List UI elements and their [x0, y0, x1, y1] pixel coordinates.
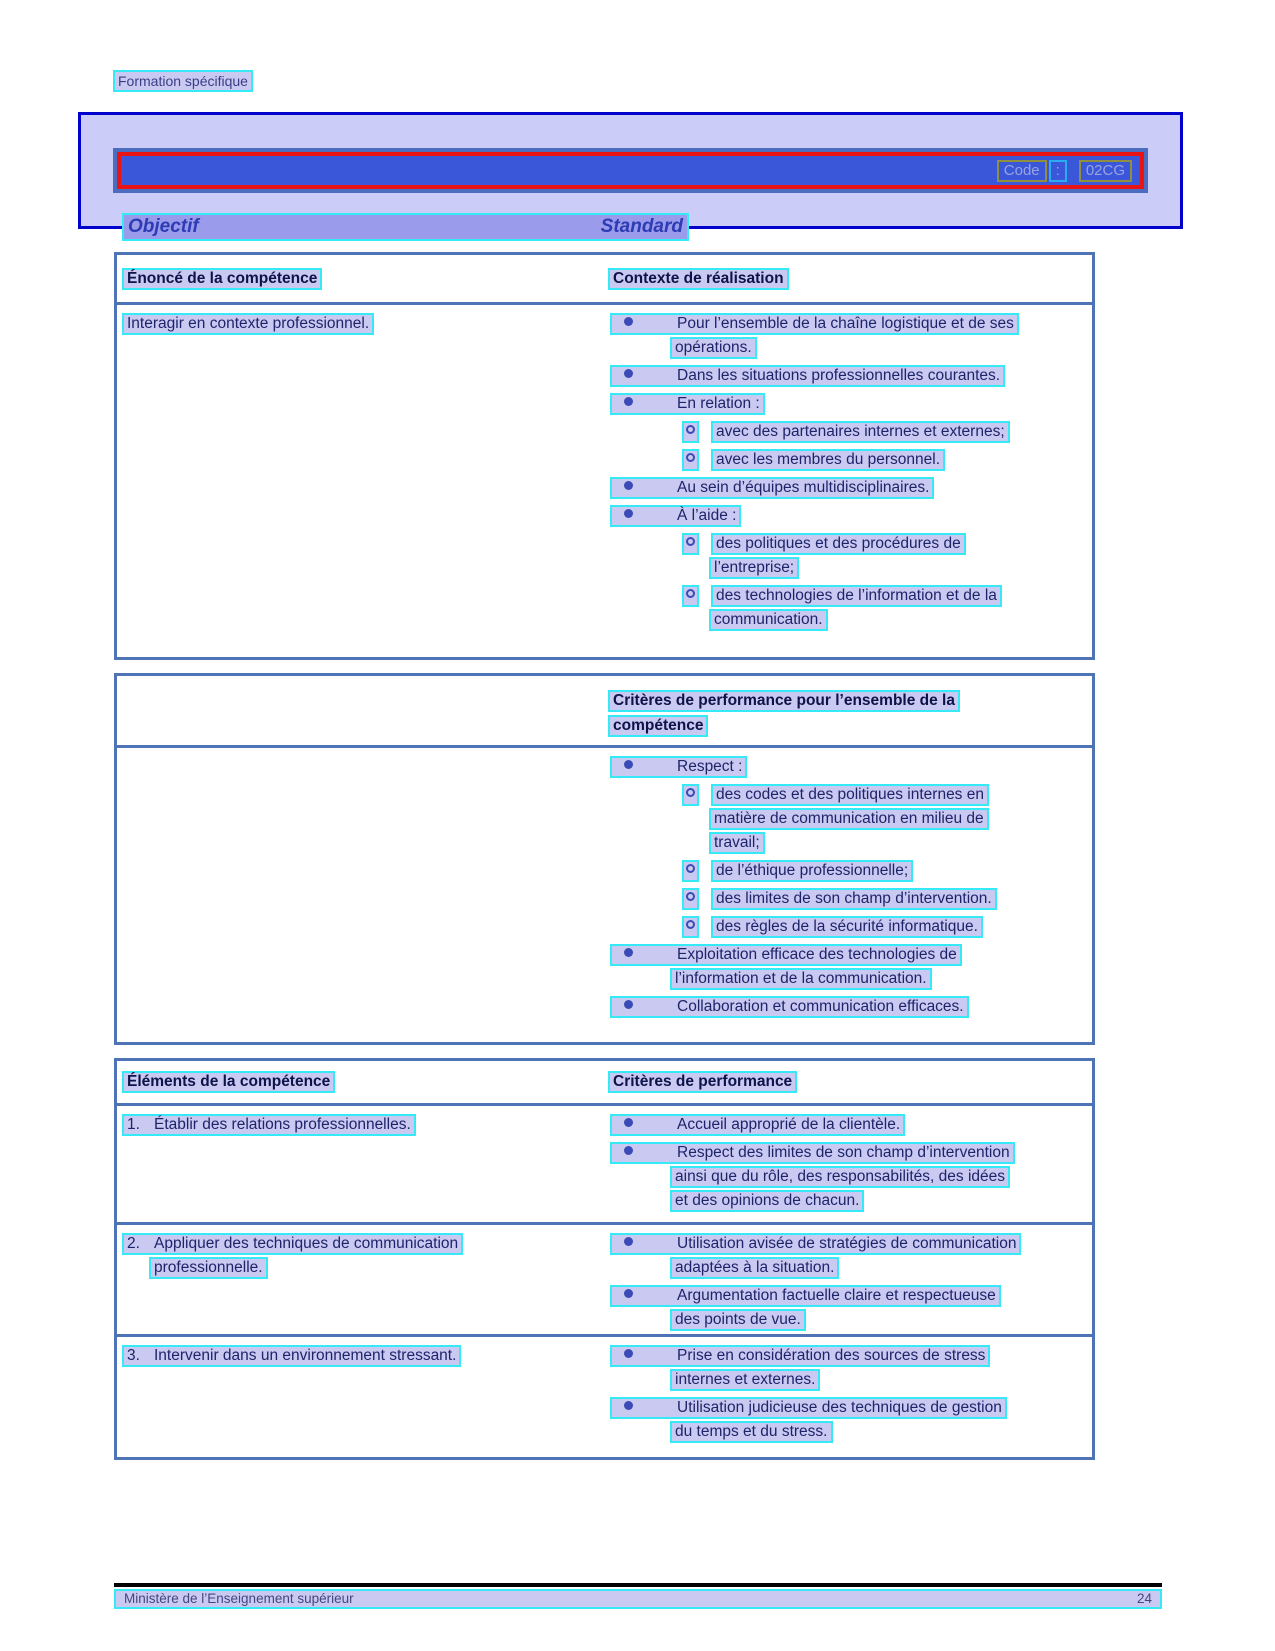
bullet-item [608, 585, 1092, 631]
objectif-heading: Objectif [128, 216, 199, 237]
bullet-line [608, 1142, 1092, 1164]
bullet-item [608, 1114, 1092, 1136]
bullet-dot-icon [624, 481, 633, 490]
table3-header-left: Éléments de la compétence [122, 1071, 335, 1093]
standard-heading: Standard [600, 216, 683, 237]
element-line [122, 1345, 600, 1367]
bullet-circle-icon [686, 425, 695, 434]
text-line [610, 1397, 1007, 1419]
bullet-continuation-line [608, 337, 1092, 359]
bullet-item [608, 756, 1092, 778]
footer-ministry-label: Ministère de l’Enseignement supérieur [124, 1591, 354, 1606]
element-cell [117, 1345, 600, 1449]
bullet-item [608, 365, 1092, 387]
table-row [117, 1334, 1092, 1449]
text-line: communication. [709, 609, 828, 631]
text-line: opérations. [670, 337, 757, 359]
bullet-circle-box [682, 421, 699, 443]
footer-rule [114, 1583, 1162, 1587]
text-line: professionnelle. [149, 1257, 268, 1279]
text-line [610, 365, 1005, 387]
text-line [610, 313, 1019, 335]
performance-criteria-table [114, 673, 1095, 1045]
line-text: Accueil approprié de la clientèle. [677, 1116, 901, 1133]
table-row [117, 1222, 1092, 1334]
bullet-item [608, 1285, 1092, 1331]
bullet-item [608, 944, 1092, 990]
bullet-circle-icon [686, 589, 695, 598]
text-line: de l’éthique professionnelle; [711, 860, 913, 882]
text-line [610, 1142, 1015, 1164]
line-text: Dans les situations professionnelles courantes. [677, 367, 1001, 384]
bullet-dot-icon [624, 397, 633, 406]
text-line: travail; [709, 832, 765, 854]
bullet-dot-icon [624, 1237, 633, 1246]
text-line: l’entreprise; [709, 557, 799, 579]
bullet-item [608, 916, 1092, 938]
bullet-circle-box [682, 860, 699, 882]
element-line [122, 1257, 600, 1279]
line-text: Respect des limites de son champ d’intervention [677, 1144, 1010, 1161]
bullet-line [608, 365, 1092, 387]
bullet-dot-icon [624, 1349, 633, 1358]
bullet-dot-icon [624, 317, 633, 326]
text-line: des limites de son champ d’intervention. [711, 888, 997, 910]
element-cell [117, 1233, 600, 1334]
bullet-continuation-line [608, 1257, 1092, 1279]
text-line: adaptées à la situation. [670, 1257, 839, 1279]
context-list [600, 313, 1092, 637]
bullet-item [608, 1233, 1092, 1279]
competence-context-table [114, 252, 1095, 660]
text-line [610, 505, 741, 527]
bullet-line [682, 916, 1092, 938]
line-text: À l’aide : [677, 507, 737, 524]
page-header-label: Formation spécifique [113, 70, 253, 92]
text-line: du temps et du stress. [670, 1421, 833, 1443]
bullet-line [608, 505, 1092, 527]
table-row [117, 1106, 1092, 1222]
bullet-line [608, 393, 1092, 415]
bullet-item [608, 1345, 1092, 1391]
criteria-list [600, 756, 1092, 1024]
text-line: 1. Établir des relations professionnelles. [122, 1114, 416, 1136]
text-line: 3. Intervenir dans un environnement stressant. [122, 1345, 461, 1367]
text-line [610, 1345, 990, 1367]
text-line: et des opinions de chacun. [670, 1190, 864, 1212]
bullet-circle-icon [686, 788, 695, 797]
bullet-continuation-line [608, 1190, 1092, 1212]
text-line: des règles de la sécurité informatique. [711, 916, 983, 938]
bullet-circle-icon [686, 864, 695, 873]
table2-header-line1: Critères de performance pour l’ensemble de la [608, 690, 960, 712]
item-number: 3. [127, 1347, 140, 1364]
table1-header-right: Contexte de réalisation [608, 268, 789, 290]
text-line [610, 1233, 1021, 1255]
bullet-continuation-line [608, 1166, 1092, 1188]
bullet-line [608, 756, 1092, 778]
bullet-line [608, 1285, 1092, 1307]
objectif-standard-bar [122, 213, 689, 241]
element-cell [117, 1114, 600, 1222]
text-line [610, 1285, 1001, 1307]
bullet-line [682, 888, 1092, 910]
table2-body-row [117, 748, 1092, 1024]
text-line: l’information et de la communication. [670, 968, 932, 990]
footer-page-number: 24 [1136, 1591, 1152, 1606]
text-line [610, 944, 962, 966]
line-text: En relation : [677, 395, 760, 412]
bullet-dot-icon [624, 1289, 633, 1298]
text-line [610, 393, 765, 415]
bullet-line [608, 1233, 1092, 1255]
code-label: Code [997, 160, 1047, 182]
bullet-item [608, 1142, 1092, 1212]
bullet-circle-icon [686, 892, 695, 901]
code-colon: : [1049, 160, 1067, 182]
text-line: internes et externes. [670, 1369, 820, 1391]
table1-header-row [117, 255, 1092, 305]
text-line: des technologies de l’information et de la [711, 585, 1002, 607]
text-line: 2. Appliquer des techniques de communication [122, 1233, 463, 1255]
bullet-continuation-line [608, 1421, 1092, 1443]
bullet-line [682, 449, 1092, 471]
text-line [610, 756, 747, 778]
bullet-line [608, 1114, 1092, 1136]
bullet-item [608, 1397, 1092, 1443]
bullet-item [608, 393, 1092, 415]
bullet-item [608, 784, 1092, 854]
line-text: Argumentation factuelle claire et respectueuse [677, 1287, 996, 1304]
bullet-line [608, 996, 1092, 1018]
bullet-item [608, 421, 1092, 443]
criteria-cell [600, 1114, 1092, 1222]
bullet-line [682, 784, 1092, 806]
bullet-item [608, 477, 1092, 499]
bullet-continuation-line [608, 557, 1092, 579]
bullet-item [608, 888, 1092, 910]
competence-statement: Interagir en contexte professionnel. [122, 313, 374, 335]
bullet-dot-icon [624, 1118, 633, 1127]
table3-header-right: Critères de performance [608, 1071, 797, 1093]
bullet-line [682, 860, 1092, 882]
criteria-cell [600, 1233, 1092, 1334]
bullet-continuation-line [608, 1309, 1092, 1331]
elements-criteria-table [114, 1058, 1095, 1460]
bullet-circle-icon [686, 920, 695, 929]
text-line: des points de vue. [670, 1309, 806, 1331]
bullet-continuation-line [608, 808, 1092, 830]
bullet-dot-icon [624, 1000, 633, 1009]
line-text: Respect : [677, 758, 743, 775]
line-text: Au sein d’équipes multidisciplinaires. [677, 479, 930, 496]
bullet-dot-icon [624, 509, 633, 518]
line-text: Collaboration et communication efficaces. [677, 998, 964, 1015]
bullet-item [608, 449, 1092, 471]
item-number: 2. [127, 1235, 140, 1252]
line-text: Utilisation avisée de stratégies de communication [677, 1235, 1017, 1252]
bullet-continuation-line [608, 832, 1092, 854]
line-text: Prise en considération des sources de stress [677, 1347, 986, 1364]
text-line [610, 1114, 905, 1136]
bullet-circle-icon [686, 537, 695, 546]
title-banner [113, 148, 1148, 193]
footer-bar [114, 1589, 1162, 1609]
bullet-line [608, 1345, 1092, 1367]
text-line [610, 996, 969, 1018]
code-value: 02CG [1079, 160, 1132, 182]
text-line: des politiques et des procédures de [711, 533, 966, 555]
line-text: Exploitation efficace des technologies de [677, 946, 957, 963]
text-line: avec des partenaires internes et externes; [711, 421, 1010, 443]
bullet-circle-box [682, 533, 699, 555]
item-number: 1. [127, 1116, 140, 1133]
title-banner-inner [117, 152, 1144, 189]
bullet-circle-box [682, 784, 699, 806]
bullet-line [682, 533, 1092, 555]
line-text: Utilisation judicieuse des techniques de gestion [677, 1399, 1002, 1416]
element-line [122, 1233, 600, 1255]
text-line: matière de communication en milieu de [709, 808, 989, 830]
bullet-line [608, 477, 1092, 499]
bullet-item [608, 533, 1092, 579]
bullet-dot-icon [624, 760, 633, 769]
bullet-circle-box [682, 449, 699, 471]
bullet-dot-icon [624, 1146, 633, 1155]
bullet-line [682, 421, 1092, 443]
bullet-circle-box [682, 888, 699, 910]
bullet-line [608, 313, 1092, 335]
bullet-continuation-line [608, 609, 1092, 631]
bullet-circle-icon [686, 453, 695, 462]
bullet-item [608, 313, 1092, 359]
text-line: des codes et des politiques internes en [711, 784, 989, 806]
bullet-item [608, 860, 1092, 882]
text-line: ainsi que du rôle, des responsabilités, des idées [670, 1166, 1010, 1188]
line-text: Pour l’ensemble de la chaîne logistique et de ses [677, 315, 1014, 332]
bullet-line [608, 1397, 1092, 1419]
text-line [610, 477, 934, 499]
bullet-dot-icon [624, 948, 633, 957]
bullet-line [608, 944, 1092, 966]
bullet-continuation-line [608, 968, 1092, 990]
bullet-dot-icon [624, 1401, 633, 1410]
table1-header-left: Énoncé de la compétence [122, 268, 322, 290]
table2-header-line2: compétence [608, 715, 708, 737]
bullet-circle-box [682, 916, 699, 938]
bullet-continuation-line [608, 1369, 1092, 1391]
criteria-cell [600, 1345, 1092, 1449]
table3-header-row [117, 1061, 1092, 1106]
bullet-circle-box [682, 585, 699, 607]
bullet-item [608, 996, 1092, 1018]
text-line: avec les membres du personnel. [711, 449, 945, 471]
bullet-dot-icon [624, 369, 633, 378]
table1-body-row [117, 305, 1092, 637]
bullet-item [608, 505, 1092, 527]
table2-header-row [117, 676, 1092, 748]
element-line [122, 1114, 600, 1136]
table3-rows [117, 1106, 1092, 1449]
bullet-line [682, 585, 1092, 607]
